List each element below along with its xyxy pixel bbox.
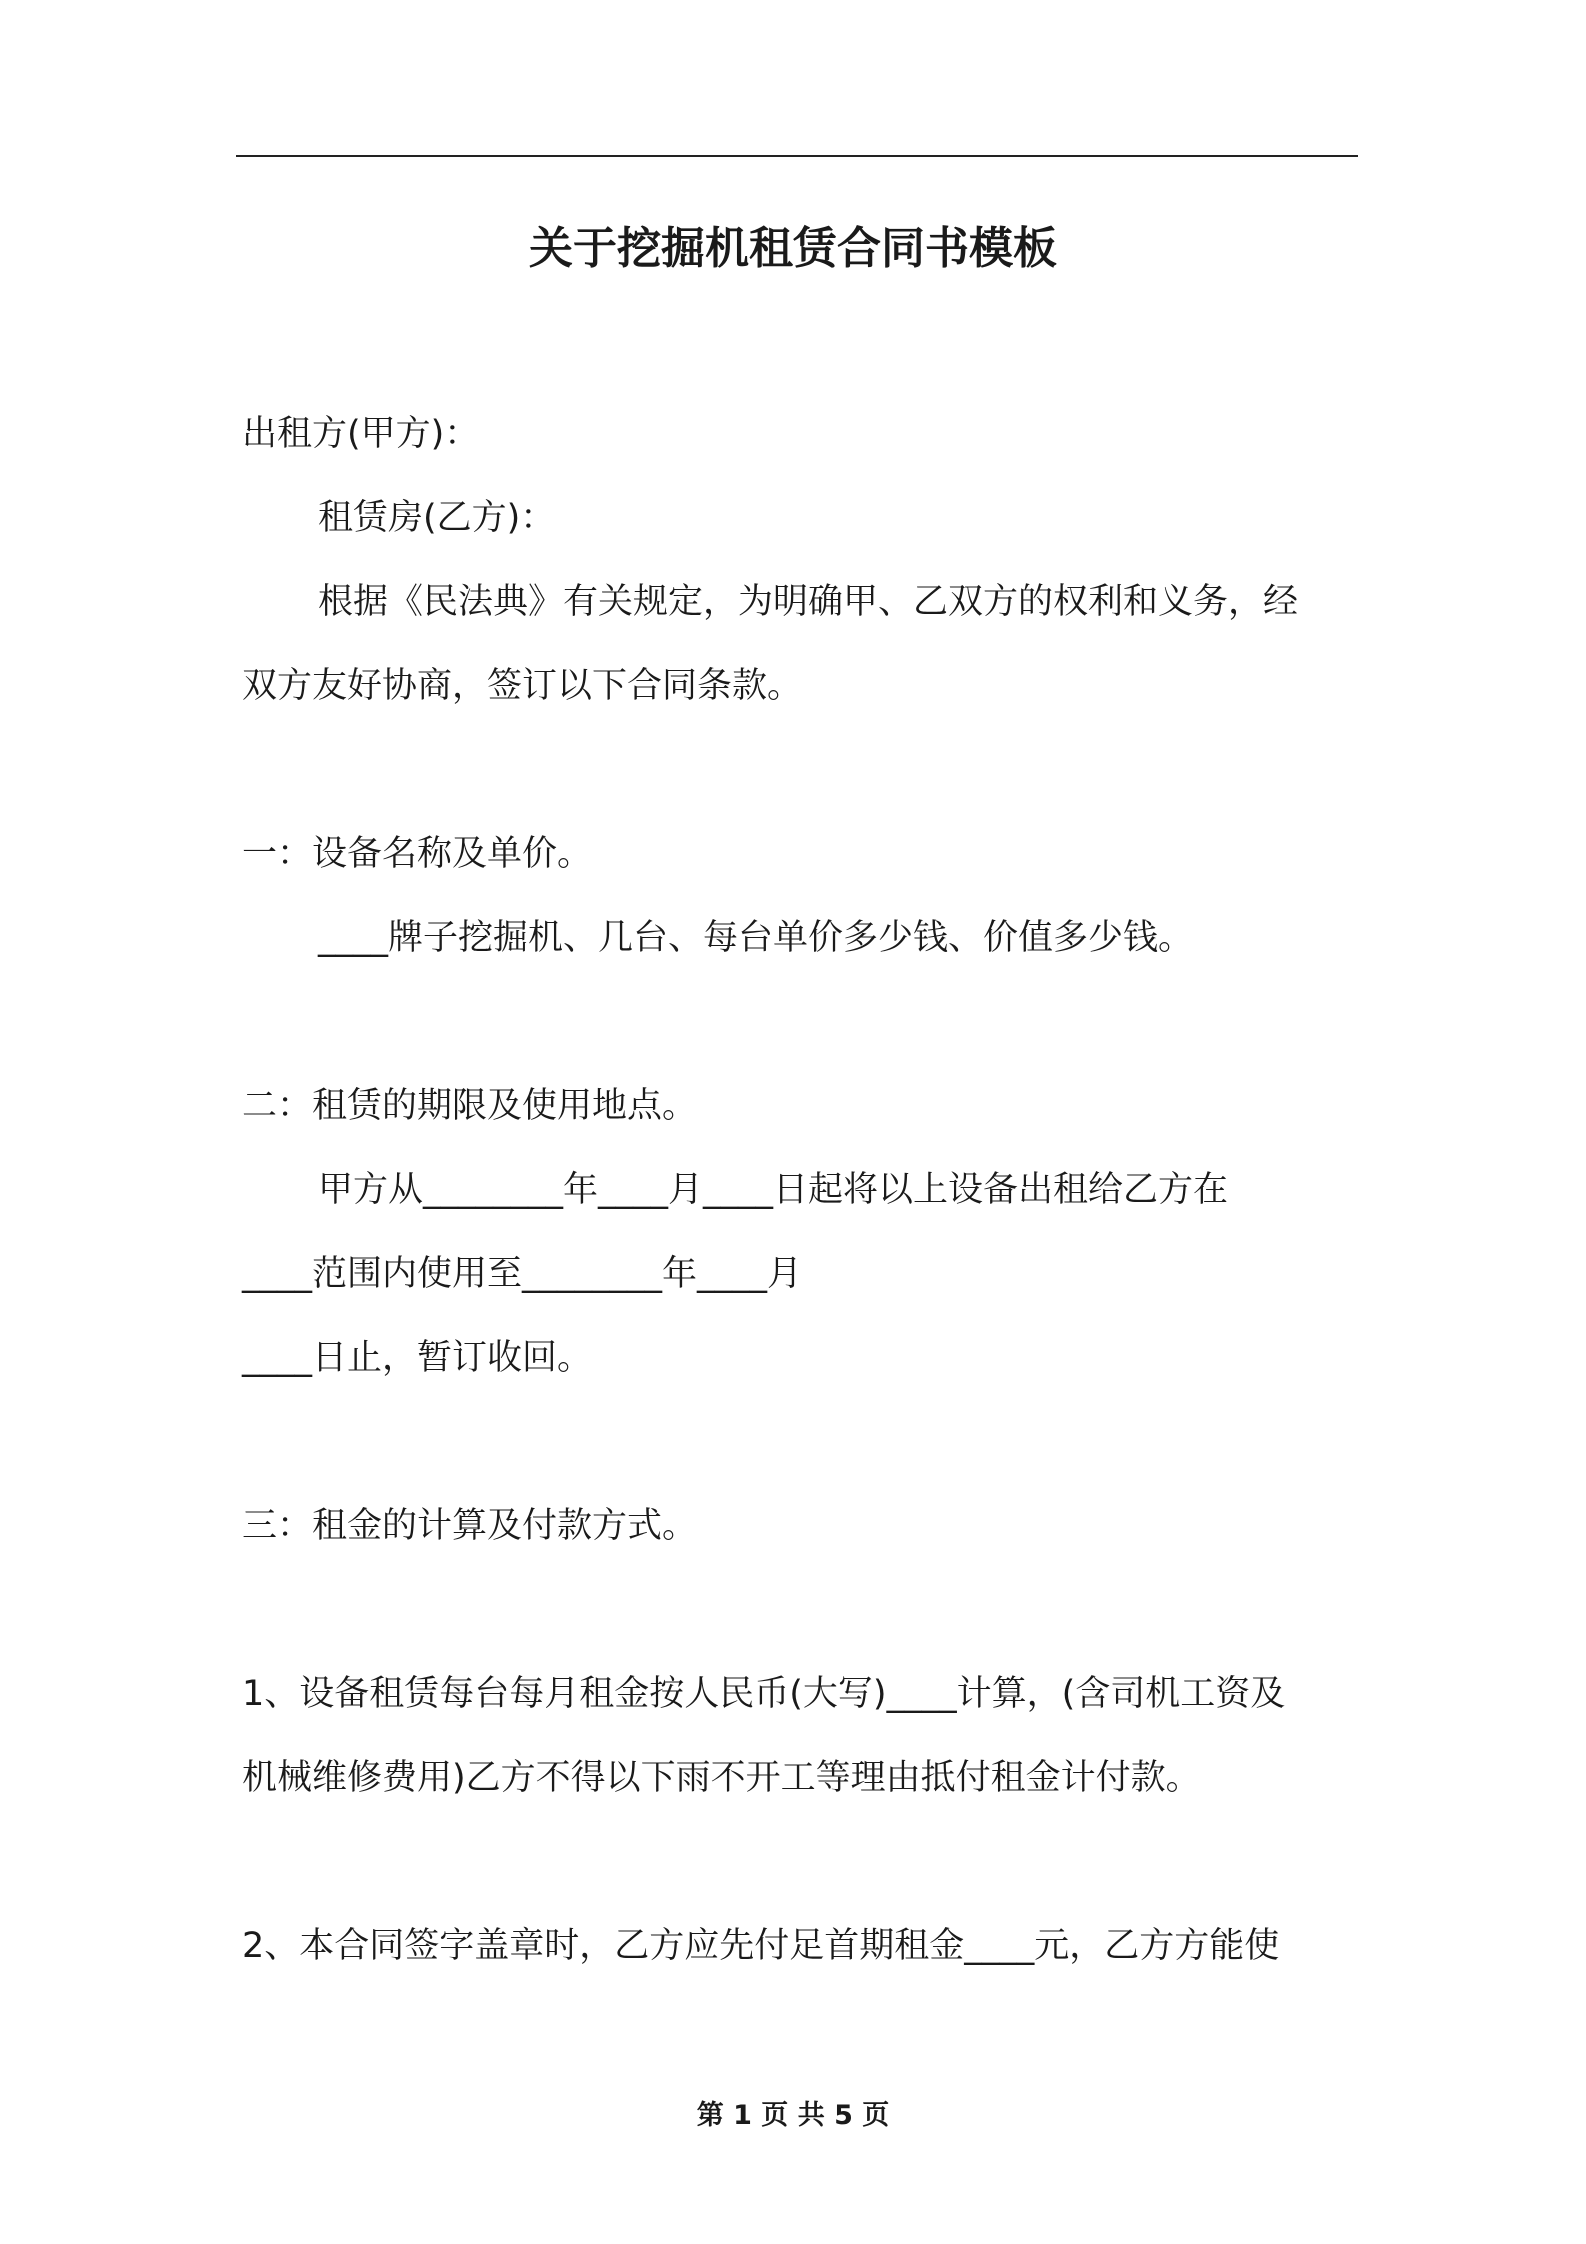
preamble-line-1: 根据《民法典》有关规定，为明确甲、乙双方的权利和义务，经	[318, 582, 1299, 622]
lessee-line: 租赁房(乙方)：	[318, 498, 556, 538]
section-1-body: ____牌子挖掘机、几台、每台单价多少钱、价值多少钱。	[318, 918, 1194, 958]
document-title: 关于挖掘机租赁合同书模板	[529, 223, 1057, 274]
section-2-body-2: ____范围内使用至________年____月	[242, 1254, 803, 1294]
section-2-body-3: ____日止，暂订收回。	[242, 1338, 593, 1378]
header-rule	[236, 155, 1358, 157]
lessor-line: 出租方(甲方)：	[242, 414, 480, 454]
section-2-body-1: 甲方从________年____月____日起将以上设备出租给乙方在	[318, 1170, 1229, 1210]
section-1-heading: 一：设备名称及单价。	[242, 834, 593, 874]
page-footer: 第 1 页 共 5 页	[696, 2100, 890, 2131]
clause-2-line-1: 2、本合同签字盖章时，乙方应先付足首期租金____元，乙方方能使	[242, 1926, 1280, 1966]
clause-1-line-1: 1、设备租赁每台每月租金按人民币(大写)____计算，(含司机工资及	[242, 1674, 1286, 1714]
section-2-heading: 二：租赁的期限及使用地点。	[242, 1086, 698, 1126]
section-3-heading: 三：租金的计算及付款方式。	[242, 1506, 698, 1546]
preamble-line-2: 双方友好协商，签订以下合同条款。	[242, 666, 803, 706]
clause-1-line-2: 机械维修费用)乙方不得以下雨不开工等理由抵付租金计付款。	[242, 1758, 1201, 1798]
